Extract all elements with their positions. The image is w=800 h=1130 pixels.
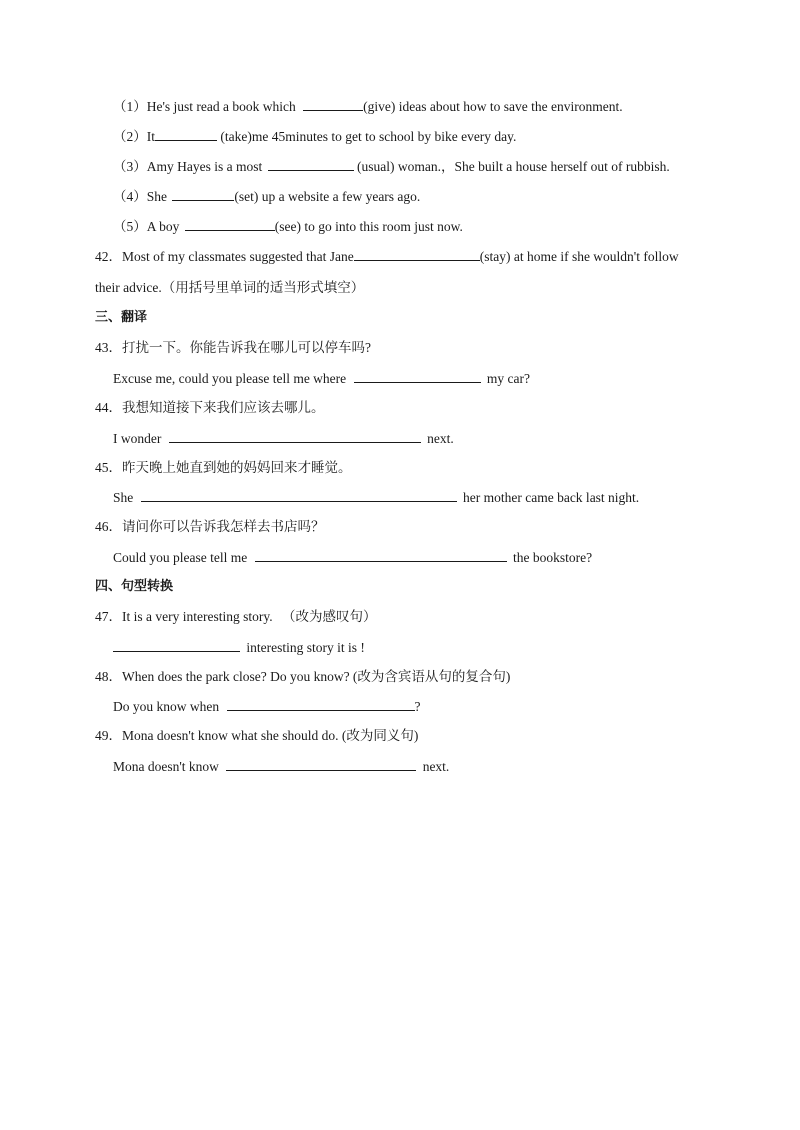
question-48-prompt <box>95 668 510 686</box>
question-number: 49． <box>95 728 122 743</box>
question-48-answer <box>113 697 421 716</box>
section-heading-translation: 三、翻译 <box>95 310 148 325</box>
sub-number: （5） <box>113 219 147 234</box>
answer-blank[interactable] <box>155 127 217 141</box>
question-text: When does the park close? Do you know? (改为含宾语从句的复合句) <box>122 669 511 684</box>
hint-word: (set) up a website a few years ago. <box>234 189 421 204</box>
question-text: Do you know when <box>113 699 220 714</box>
question-41-5 <box>113 217 463 236</box>
question-number: 47． <box>95 609 122 624</box>
question-41-2 <box>113 127 516 146</box>
question-49-prompt <box>95 727 418 745</box>
chinese-prompt: 打扰一下。你能告诉我在哪儿可以停车吗? <box>122 340 371 355</box>
answer-blank[interactable] <box>227 697 415 711</box>
answer-blank[interactable] <box>113 638 240 652</box>
question-number: 43． <box>95 340 122 355</box>
question-44-prompt <box>95 399 325 417</box>
question-43-prompt <box>95 339 371 357</box>
question-text: She <box>113 490 134 505</box>
question-text: A boy <box>146 219 180 234</box>
question-41-3 <box>113 157 670 176</box>
question-number: 42． <box>95 249 122 264</box>
question-47-prompt <box>95 608 376 626</box>
question-text: interesting story it is ! <box>246 640 365 655</box>
question-42-line2: their advice.（用括号里单词的适当形式填空） <box>95 280 365 295</box>
question-text: Amy Hayes is a most <box>146 159 263 174</box>
chinese-prompt: 我想知道接下来我们应该去哪儿。 <box>122 400 325 415</box>
sub-number: （1） <box>113 99 147 114</box>
question-49-answer <box>113 757 449 776</box>
answer-blank[interactable] <box>172 187 234 201</box>
answer-blank[interactable] <box>226 757 416 771</box>
section-heading-transformation: 四、句型转换 <box>95 579 174 594</box>
answer-blank[interactable] <box>141 488 457 502</box>
question-text: Most of my classmates suggested that Jane <box>122 249 354 264</box>
question-text: It is a very interesting story. <box>122 609 273 624</box>
answer-blank[interactable] <box>303 97 363 111</box>
question-text: Excuse me, could you please tell me where <box>113 371 347 386</box>
question-text: my car? <box>486 371 531 386</box>
question-number: 44． <box>95 400 122 415</box>
sub-number: （2） <box>113 129 147 144</box>
hint-word: (take)me 45minutes to get to school by bike every day. <box>220 129 517 144</box>
question-text: I wonder <box>113 431 162 446</box>
question-44-answer <box>113 429 454 448</box>
question-text: Could you please tell me <box>113 550 248 565</box>
question-text: Mona doesn't know what she should do. (改为同义句) <box>122 728 419 743</box>
question-text: ? <box>414 699 421 714</box>
question-41-4 <box>113 187 420 206</box>
question-41-1 <box>113 97 623 116</box>
sub-number: （3） <box>113 159 147 174</box>
hint-word: (give) <box>363 99 396 114</box>
chinese-prompt: 昨天晚上她直到她的妈妈回来才睡觉。 <box>122 460 352 475</box>
answer-blank[interactable] <box>354 369 481 383</box>
answer-blank[interactable] <box>255 548 507 562</box>
question-text: (stay) at home if she wouldn't follow <box>479 249 679 264</box>
question-42 <box>95 247 679 266</box>
question-46-answer <box>113 548 592 567</box>
question-text: It <box>146 129 155 144</box>
answer-blank[interactable] <box>169 429 421 443</box>
question-text: next. <box>427 431 454 446</box>
question-text: He's just read a book which <box>146 99 296 114</box>
question-number: 46． <box>95 519 122 534</box>
question-text: next. <box>422 759 450 774</box>
question-text: her mother came back last night. <box>463 490 640 505</box>
question-43-answer <box>113 369 530 388</box>
answer-blank[interactable] <box>268 157 354 171</box>
answer-blank[interactable] <box>185 217 275 231</box>
question-47-answer <box>113 638 365 657</box>
question-text: the bookstore? <box>512 550 593 565</box>
answer-blank[interactable] <box>354 247 480 261</box>
question-number: 48． <box>95 669 122 684</box>
question-number: 45． <box>95 460 122 475</box>
question-46-prompt <box>95 518 325 536</box>
chinese-prompt: 请问你可以告诉我怎样去书店吗？ <box>122 519 325 534</box>
question-text: She <box>146 189 167 204</box>
question-text: Mona doesn't know <box>113 759 219 774</box>
sub-number: （4） <box>113 189 147 204</box>
hint-word: (see) to go into this room just now. <box>274 219 463 234</box>
instruction-note: （改为感叹句） <box>281 609 377 624</box>
question-text: ideas about how to save the environment. <box>398 99 623 114</box>
question-45-answer <box>113 488 639 507</box>
question-45-prompt <box>95 459 352 477</box>
hint-word: (usual) woman.，She built a house herself out of rubbish. <box>357 159 670 174</box>
